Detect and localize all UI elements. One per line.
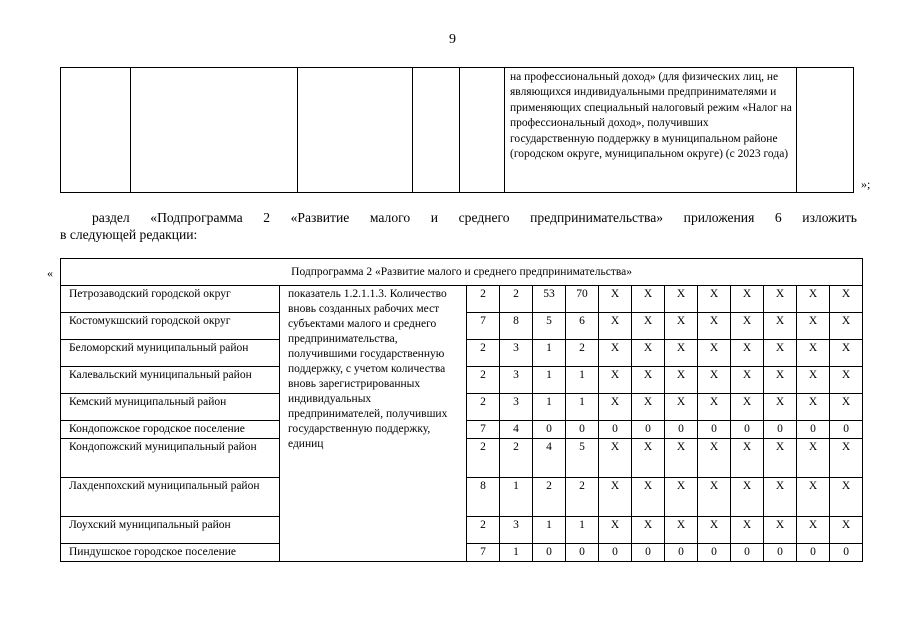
value-cell: X — [599, 340, 632, 367]
value-cell: X — [665, 394, 698, 421]
value-cell: 0 — [764, 544, 797, 562]
value-cell: X — [830, 313, 863, 340]
value-cell: X — [797, 394, 830, 421]
value-cell: X — [764, 313, 797, 340]
value-cell: 0 — [764, 421, 797, 439]
municipality-name: Костомукшский городской округ — [61, 313, 280, 340]
value-cell: X — [599, 286, 632, 313]
value-cell: 2 — [500, 439, 533, 478]
value-cell: X — [731, 313, 764, 340]
value-cell: 0 — [731, 421, 764, 439]
value-cell: 1 — [566, 394, 599, 421]
value-cell: 2 — [467, 394, 500, 421]
value-cell: 8 — [467, 478, 500, 517]
empty-cell — [61, 68, 131, 193]
value-cell: X — [731, 439, 764, 478]
value-cell: X — [599, 517, 632, 544]
empty-cell — [298, 68, 413, 193]
value-cell: 2 — [467, 439, 500, 478]
value-cell: X — [665, 439, 698, 478]
value-cell: X — [797, 367, 830, 394]
value-cell: X — [797, 313, 830, 340]
value-cell: X — [665, 367, 698, 394]
value-cell: X — [632, 478, 665, 517]
value-cell: 1 — [533, 340, 566, 367]
value-cell: 2 — [467, 286, 500, 313]
value-cell: 1 — [533, 517, 566, 544]
value-cell: 0 — [665, 544, 698, 562]
value-cell: X — [665, 478, 698, 517]
value-cell: X — [764, 439, 797, 478]
amendment-paragraph-line2: в следующей редакции: — [60, 227, 198, 242]
value-cell: X — [698, 478, 731, 517]
value-cell: 0 — [599, 421, 632, 439]
value-cell: 1 — [500, 478, 533, 517]
value-cell: X — [599, 394, 632, 421]
value-cell: X — [830, 394, 863, 421]
value-cell: 6 — [566, 313, 599, 340]
value-cell: X — [698, 340, 731, 367]
value-cell: X — [698, 439, 731, 478]
value-cell: 4 — [500, 421, 533, 439]
value-cell: X — [698, 313, 731, 340]
indicator-description: на профессиональный доход» (для физических лиц, не являющихся индивидуальными предпринимателями и применяющих специальный налоговый режим «Налог на профессиональный доход», получивших государственную поддержку в муниципальном районе (городском округе, муниципальном округе) (с 2023 года) — [505, 68, 797, 193]
value-cell: X — [830, 286, 863, 313]
value-cell: X — [764, 394, 797, 421]
municipality-name: Калевальский муниципальный район — [61, 367, 280, 394]
value-cell: X — [698, 367, 731, 394]
value-cell: X — [632, 340, 665, 367]
value-cell: X — [797, 286, 830, 313]
value-cell: X — [599, 478, 632, 517]
value-cell: 0 — [533, 544, 566, 562]
value-cell: 2 — [467, 340, 500, 367]
value-cell: 1 — [500, 544, 533, 562]
value-cell: 3 — [500, 394, 533, 421]
subprogram-table — [60, 258, 863, 562]
empty-cell — [413, 68, 460, 193]
value-cell: 0 — [566, 544, 599, 562]
value-cell: 0 — [698, 544, 731, 562]
value-cell: X — [731, 394, 764, 421]
value-cell: 2 — [467, 367, 500, 394]
table-row — [61, 286, 863, 313]
value-cell: X — [830, 340, 863, 367]
value-cell: 0 — [632, 421, 665, 439]
value-cell: 7 — [467, 313, 500, 340]
value-cell: X — [731, 478, 764, 517]
value-cell: X — [797, 517, 830, 544]
value-cell: X — [764, 367, 797, 394]
subprogram-title: Подпрограмма 2 «Развитие малого и среднего предпринимательства» — [61, 259, 863, 286]
page-number: 9 — [449, 32, 456, 47]
value-cell: X — [797, 478, 830, 517]
value-cell: X — [698, 517, 731, 544]
value-cell: 2 — [566, 340, 599, 367]
value-cell: X — [632, 313, 665, 340]
value-cell: 3 — [500, 517, 533, 544]
value-cell: 5 — [566, 439, 599, 478]
value-cell: X — [830, 478, 863, 517]
value-cell: 1 — [533, 394, 566, 421]
value-cell: 0 — [731, 544, 764, 562]
value-cell: 0 — [599, 544, 632, 562]
municipality-name: Кондопожское городское поселение — [61, 421, 280, 439]
municipality-name: Кондопожский муниципальный район — [61, 439, 280, 478]
value-cell: X — [764, 340, 797, 367]
value-cell: 4 — [533, 439, 566, 478]
value-cell: 1 — [566, 367, 599, 394]
empty-cell — [131, 68, 298, 193]
empty-cell — [460, 68, 505, 193]
value-cell: 5 — [533, 313, 566, 340]
value-cell: 1 — [566, 517, 599, 544]
value-cell: X — [764, 286, 797, 313]
value-cell: X — [632, 517, 665, 544]
value-cell: X — [698, 394, 731, 421]
value-cell: X — [797, 439, 830, 478]
value-cell: X — [764, 517, 797, 544]
value-cell: X — [599, 439, 632, 478]
value-cell: X — [731, 367, 764, 394]
municipality-name: Пиндушское городское поселение — [61, 544, 280, 562]
value-cell: 0 — [566, 421, 599, 439]
value-cell: 0 — [797, 421, 830, 439]
value-cell: 7 — [467, 421, 500, 439]
municipality-name: Лахденпохский муниципальный район — [61, 478, 280, 517]
value-cell: X — [632, 439, 665, 478]
continuation-row — [61, 68, 854, 193]
municipality-name: Лоухский муниципальный район — [61, 517, 280, 544]
municipality-name: Кемский муниципальный район — [61, 394, 280, 421]
value-cell: 70 — [566, 286, 599, 313]
value-cell: 2 — [500, 286, 533, 313]
value-cell: 0 — [698, 421, 731, 439]
value-cell: X — [632, 367, 665, 394]
value-cell: 1 — [533, 367, 566, 394]
value-cell: 8 — [500, 313, 533, 340]
value-cell: X — [797, 340, 830, 367]
value-cell: 0 — [797, 544, 830, 562]
value-cell: 0 — [830, 421, 863, 439]
value-cell: X — [830, 439, 863, 478]
value-cell: 2 — [566, 478, 599, 517]
municipality-name: Петрозаводский городской округ — [61, 286, 280, 313]
value-cell: 3 — [500, 367, 533, 394]
value-cell: X — [731, 340, 764, 367]
value-cell: X — [665, 313, 698, 340]
continuation-table — [60, 67, 854, 193]
value-cell: X — [731, 286, 764, 313]
value-cell: 0 — [632, 544, 665, 562]
value-cell: 0 — [830, 544, 863, 562]
subprogram-title-row — [61, 259, 863, 286]
value-cell: X — [830, 517, 863, 544]
indicator-cell: показатель 1.2.1.1.3. Количество вновь созданных рабочих мест субъектами малого и среднего предпринимательства, получившими государственную поддержку, с учетом количества вновь зарегистрированных индивидуальных предпринимателей, получивших государственную поддержку, единиц — [280, 286, 467, 562]
value-cell: 7 — [467, 544, 500, 562]
value-cell: X — [665, 517, 698, 544]
value-cell: 2 — [533, 478, 566, 517]
value-cell: X — [599, 367, 632, 394]
value-cell: X — [632, 394, 665, 421]
amendment-paragraph-line1: раздел «Подпрограмма 2 «Развитие малого и среднего предпринимательства» приложения 6 изложить — [92, 210, 857, 225]
value-cell: X — [665, 340, 698, 367]
value-cell: X — [731, 517, 764, 544]
value-cell: X — [665, 286, 698, 313]
value-cell: 3 — [500, 340, 533, 367]
empty-cell — [797, 68, 854, 193]
value-cell: X — [764, 478, 797, 517]
value-cell: X — [599, 313, 632, 340]
opening-quote: « — [47, 266, 53, 280]
value-cell: X — [830, 367, 863, 394]
value-cell: 0 — [533, 421, 566, 439]
value-cell: 53 — [533, 286, 566, 313]
value-cell: 2 — [467, 517, 500, 544]
municipality-name: Беломорский муниципальный район — [61, 340, 280, 367]
value-cell: X — [698, 286, 731, 313]
closing-quote: »; — [861, 177, 871, 191]
value-cell: X — [632, 286, 665, 313]
value-cell: 0 — [665, 421, 698, 439]
